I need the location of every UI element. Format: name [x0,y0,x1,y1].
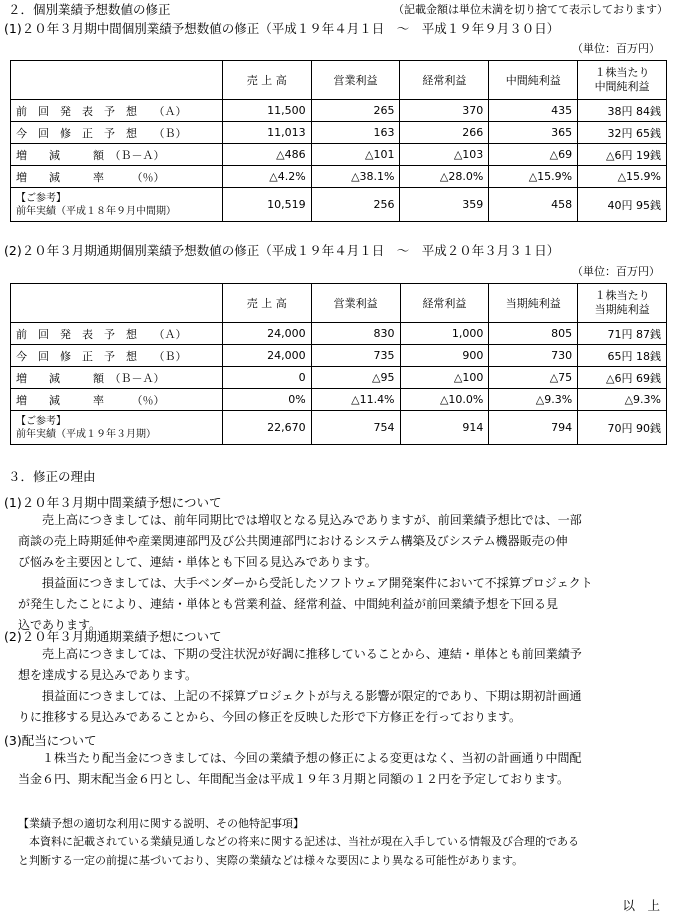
cell: △15.9% [578,166,667,188]
header-per-share-line1: １株当たり [594,289,650,302]
table-1-unit: （単位：百万円） [572,42,660,55]
row-label: 前 回 発 表 予 想 （Ａ） [11,100,223,122]
text-line: りに推移する見込みであることから、今回の修正を反映した形で下方修正を行っております。 [18,710,522,724]
reference-label-bottom: 前年実績（平成１９年３月期） [16,428,156,440]
header-per-share-line1: １株当たり [594,66,650,79]
cell: △95 [311,367,400,389]
table-row [11,323,667,345]
reason-2-body [18,644,582,728]
cell: 11,013 [222,122,311,144]
cell: △6円 19銭 [578,144,667,166]
header-blank [11,284,223,323]
table-row-reference [11,188,667,222]
table-row [11,144,667,166]
cell: 0 [222,367,311,389]
header-blank [11,61,223,100]
cell: 730 [489,345,578,367]
cell: △9.3% [489,389,578,411]
header-net-income: 中間純利益 [489,61,578,100]
forecast-table-fullyear [10,283,667,445]
table-row [11,166,667,188]
reason-1-body [18,510,593,636]
row-label: 増 減 率 （％） [11,166,223,188]
text-line: 売上高につきましては、前年同期比では増収となる見込みでありますが、前回業績予想比では、一部 [18,513,582,527]
cell: △11.4% [311,389,400,411]
reference-label-top: 【ご参考】 [16,192,66,204]
cell: △38.1% [311,166,400,188]
text-line: 損益面につきましては、上記の不採算プロジェクトが与える影響が限定的であり、下期は期初計画通 [18,689,582,703]
header-ordinary-profit: 経常利益 [400,284,489,323]
text-line: 想を達成する見込みであります。 [18,668,198,682]
text-line: １株当たり配当金につきましては、今回の業績予想の修正による変更はなく、当初の計画通り中間配 [18,751,582,765]
row-label: 増 減 額 （Ｂ－Ａ） [11,367,223,389]
table-2-caption: (2)２０年３月期通期個別業績予想数値の修正（平成１９年４月１日 ～ 平成２０年３月３１日） [4,243,560,258]
cell: △100 [400,367,489,389]
row-label: 増 減 率 （％） [11,389,223,411]
table-1-caption: (1)２０年３月期中間個別業績予想数値の修正（平成１９年４月１日 ～ 平成１９年９月３０日） [4,21,560,36]
text-line: と判断する一定の前提に基づいており、実際の業績などは様々な要因により異なる可能性があります。 [18,854,524,867]
cell: △15.9% [489,166,578,188]
text-line: 商談の売上時期延伸や産業関連部門及び公共関連部門におけるシステム構築及びシステム機器販売の伸 [18,534,568,548]
amount-note: （記載金額は単位未満を切り捨てて表示しております） [393,3,668,16]
end-mark: 以 上 [622,898,660,913]
cell: 754 [311,411,400,445]
cell: 266 [400,122,489,144]
disclaimer-title: 【業績予想の適切な利用に関する説明、その他特記事項】 [18,817,304,830]
header-sales: 売 上 高 [222,284,311,323]
cell: 359 [400,188,489,222]
header-net-income: 当期純利益 [489,284,578,323]
cell: △101 [311,144,400,166]
reference-label [11,188,223,222]
cell: 458 [489,188,578,222]
table-row [11,122,667,144]
table-row [11,100,667,122]
row-label: 前 回 発 表 予 想 （Ａ） [11,323,223,345]
header-per-share [578,61,667,100]
cell: 830 [311,323,400,345]
header-operating-profit: 営業利益 [311,61,400,100]
text-line: 当金６円、期末配当金６円とし、年間配当金は平成１９年３月期と同額の１２円を予定しております。 [18,772,570,786]
header-operating-profit: 営業利益 [311,284,400,323]
reference-label-top: 【ご参考】 [16,415,66,427]
row-label: 今 回 修 正 予 想 （Ｂ） [11,345,223,367]
table-row-reference [11,411,667,445]
text-line: 売上高につきましては、下期の受注状況が好調に推移していることから、連結・単体とも前回業績予 [18,647,582,661]
row-label: 増 減 額 （Ｂ－Ａ） [11,144,223,166]
header-per-share-line2: 当期純利益 [594,303,650,316]
cell: △103 [400,144,489,166]
table-row [11,345,667,367]
cell: 11,500 [222,100,311,122]
cell: 65円 18銭 [578,345,667,367]
cell: 70円 90銭 [578,411,667,445]
cell: 914 [400,411,489,445]
row-label: 今 回 修 正 予 想 （Ｂ） [11,122,223,144]
disclaimer-body [18,832,579,870]
cell: 435 [489,100,578,122]
cell: 794 [489,411,578,445]
table-row [11,389,667,411]
cell: △69 [489,144,578,166]
text-line: 損益面につきましては、大手ベンダーから受託したソフトウェア開発案件において不採算プロジェクト [18,576,593,590]
header-sales: 売 上 高 [222,61,311,100]
cell: 40円 95銭 [578,188,667,222]
cell: 24,000 [222,323,311,345]
cell: △10.0% [400,389,489,411]
cell: 32円 65銭 [578,122,667,144]
cell: 24,000 [222,345,311,367]
cell: 1,000 [400,323,489,345]
cell: 163 [311,122,400,144]
cell: △9.3% [578,389,667,411]
table-row [11,367,667,389]
reference-label-bottom: 前年実績（平成１８年９月中間期） [16,205,176,217]
table-2-unit: （単位：百万円） [572,265,660,278]
section-3-title: ３．修正の理由 [8,469,96,484]
cell: 265 [311,100,400,122]
cell: 71円 87銭 [578,323,667,345]
reason-3-body [18,748,582,790]
cell: 735 [311,345,400,367]
cell: 256 [311,188,400,222]
cell: 22,670 [222,411,311,445]
cell: 38円 84銭 [578,100,667,122]
forecast-table-interim [10,60,667,222]
cell: △6円 69銭 [578,367,667,389]
cell: △4.2% [222,166,311,188]
header-per-share [578,284,667,323]
section-2-title: ２．個別業績予想数値の修正 [8,2,171,17]
cell: 0% [222,389,311,411]
reason-3-title: (3)配当について [4,733,97,748]
text-line: 本資料に記載されている業績見通しなどの将来に関する記述は、当社が現在入手している情報及び合理的である [18,835,579,848]
reason-2-title: (2)２０年３月期通期業績予想について [4,629,222,644]
cell: 365 [489,122,578,144]
cell: 370 [400,100,489,122]
cell: △486 [222,144,311,166]
cell: 805 [489,323,578,345]
cell: 10,519 [222,188,311,222]
text-line: が発生したことにより、連結・単体とも営業利益、経常利益、中間純利益が前回業績予想を下回る見 [18,597,559,611]
text-line: び悩みを主要因として、連結・単体とも下回る見込みであります。 [18,555,377,569]
cell: △75 [489,367,578,389]
cell: 900 [400,345,489,367]
reference-label [11,411,223,445]
reason-1-title: (1)２０年３月期中間業績予想について [4,495,222,510]
header-per-share-line2: 中間純利益 [594,80,650,93]
header-ordinary-profit: 経常利益 [400,61,489,100]
text-line: 込であります。 [18,618,102,632]
cell: △28.0% [400,166,489,188]
